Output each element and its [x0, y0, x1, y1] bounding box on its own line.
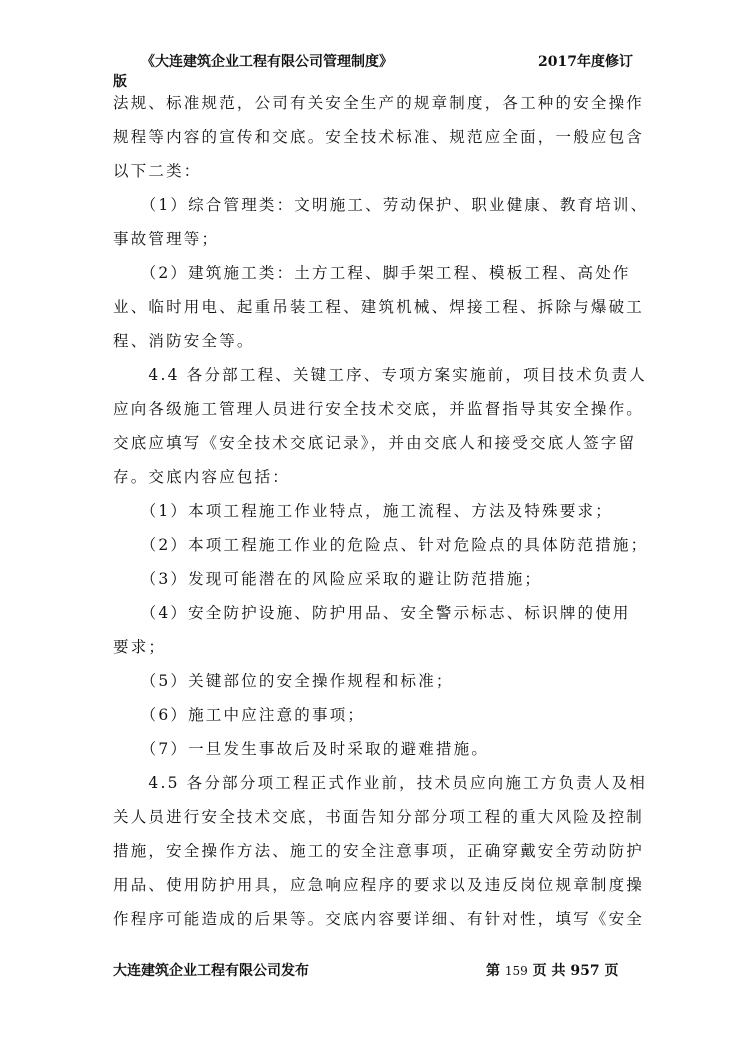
- text-line: 业、临时用电、起重吊装工程、建筑机械、焊接工程、拆除与爆破工: [113, 298, 645, 316]
- text-line: 存。交底内容应包括：: [113, 468, 291, 486]
- page-counter: [486, 961, 619, 981]
- text-line: 4.5 各分部分项工程正式作业前，技术员应向施工方负责人及相: [113, 774, 647, 792]
- text-line: 要求；: [113, 638, 167, 656]
- text-line: 作程序可能造成的后果等。交底内容要详细、有针对性，填写《安全: [113, 910, 645, 928]
- text-line: （1）本项工程施工作业特点，施工流程、方法及特殊要求；: [113, 502, 613, 520]
- text-line: （3）发现可能潜在的风险应采取的避让防范措施；: [113, 570, 543, 588]
- page-middle: 页 共: [532, 963, 566, 979]
- text-line: 4.4 各分部工程、关键工序、专项方案实施前，项目技术负责人: [113, 366, 647, 384]
- edition-label: 2017年度修订: [538, 54, 633, 70]
- text-line: 程、消防安全等。: [113, 332, 255, 350]
- page-prefix: 第: [486, 963, 500, 979]
- text-line: （7）一旦发生事故后及时采取的避难措施。: [113, 740, 490, 758]
- text-line: 事故管理等；: [113, 230, 220, 248]
- text-line: 应向各级施工管理人员进行安全技术交底，并监督指导其安全操作。: [113, 400, 645, 418]
- page-suffix: 页: [604, 963, 619, 979]
- text-line: （2）建筑施工类：土方工程、脚手架工程、模板工程、高处作: [113, 264, 631, 282]
- text-line: 用品、使用防护用具，应急响应程序的要求以及违反岗位规章制度操: [113, 876, 645, 894]
- text-line: 措施，安全操作方法、施工的安全注意事项，正确穿戴安全劳动防护: [113, 842, 645, 860]
- text-line: （5）关键部位的安全操作规程和标准；: [113, 672, 454, 690]
- text-line: （6）施工中应注意的事项；: [113, 706, 366, 724]
- document-title: 《大连建筑企业工程有限公司管理制度》: [141, 54, 393, 70]
- text-line: （2）本项工程施工作业的危险点、针对危险点的具体防范措施；: [113, 536, 649, 554]
- text-line: （1）综合管理类：文明施工、劳动保护、职业健康、教育培训、: [113, 196, 649, 214]
- page-number: 159: [504, 964, 528, 978]
- page-total: 957: [570, 963, 600, 979]
- text-line: 法规、标准规范，公司有关安全生产的规章制度，各工种的安全操作: [113, 94, 645, 112]
- edition-label-continued: 版: [113, 74, 127, 90]
- text-line: （4）安全防护设施、防护用品、安全警示标志、标识牌的使用: [113, 604, 631, 622]
- text-line: 交底应填写《安全技术交底记录》，并由交底人和接受交底人签字留: [113, 434, 637, 452]
- text-line: 以下二类：: [113, 162, 202, 180]
- publisher-label: 大连建筑企业工程有限公司发布: [113, 963, 309, 979]
- body-text: [113, 86, 649, 936]
- text-line: 关人员进行安全技术交底，书面告知分部分项工程的重大风险及控制: [113, 808, 645, 826]
- text-line: 规程等内容的宣传和交底。安全技术标准、规范应全面，一般应包含: [113, 128, 645, 146]
